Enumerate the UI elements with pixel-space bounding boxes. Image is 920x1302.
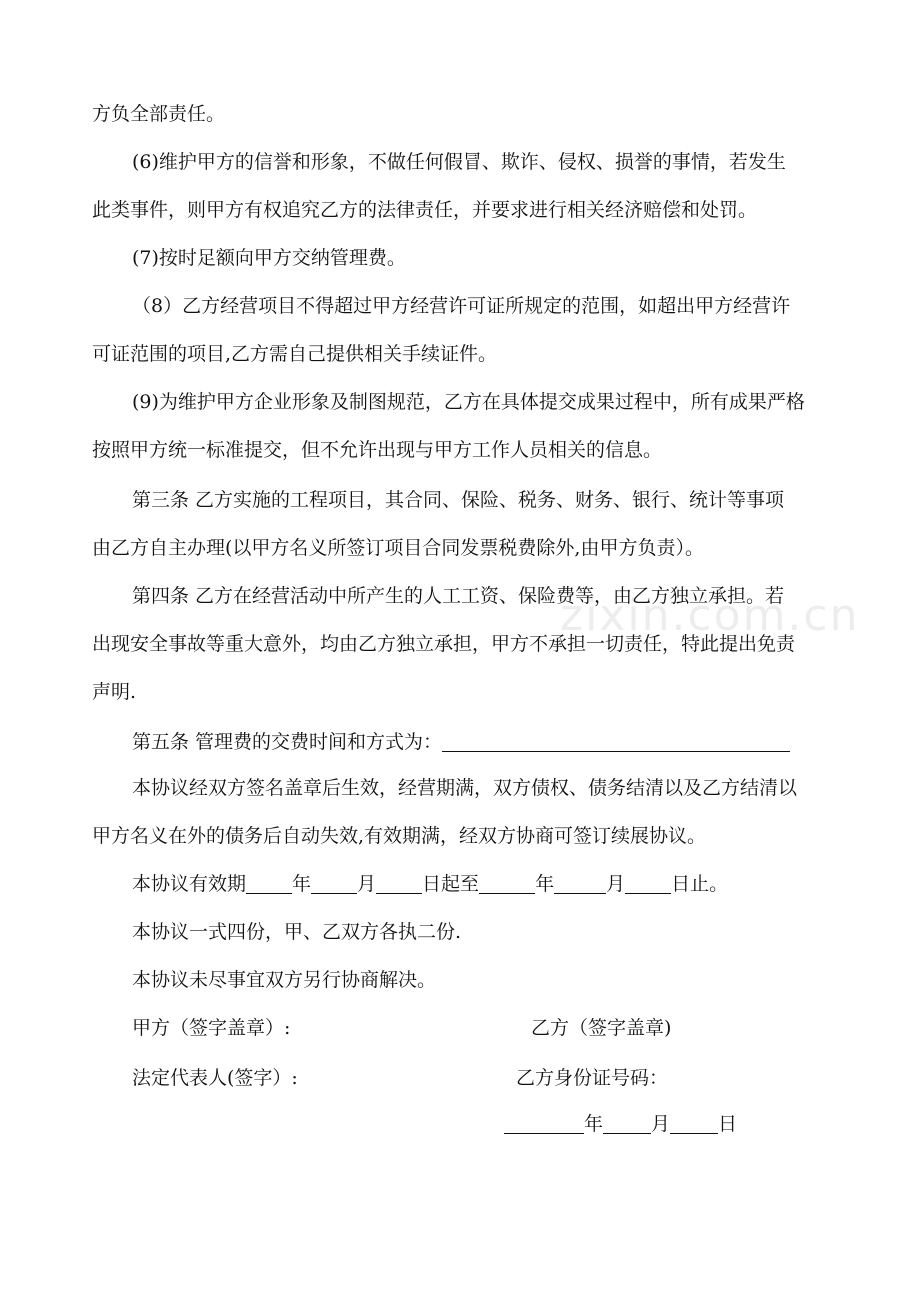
copies-clause: 本协议一式四份，甲、乙双方各执二份. <box>132 921 462 943</box>
sign-year-label: 年 <box>584 1113 604 1135</box>
start-year-blank[interactable] <box>246 873 292 894</box>
clause-7: (7)按时足额向甲方交纳管理费。 <box>132 247 406 269</box>
term-line <box>132 872 728 896</box>
sign-year-blank[interactable] <box>504 1113 584 1134</box>
party-b-id-label: 乙方身份证号码： <box>516 1067 669 1089</box>
start-day-label: 日起至 <box>422 873 480 895</box>
watermark: zixin.com.cn <box>560 590 860 641</box>
end-month-label: 月 <box>606 873 626 895</box>
clause-6-line-1: (6)维护甲方的信誉和形象，不做任何假冒、欺诈、侵权、损誉的事情，若发生 <box>132 151 786 173</box>
clause-8-line-2: 可证范围的项目,乙方需自己提供相关手续证件。 <box>92 343 498 365</box>
article-3-line-1: 第三条 乙方实施的工程项目，其合同、保险、税务、财务、银行、统计等事项 <box>132 489 785 511</box>
legal-rep-signature-label: 法定代表人(签字）: <box>132 1067 298 1089</box>
sign-month-blank[interactable] <box>603 1113 651 1134</box>
fee-method-blank[interactable] <box>442 731 790 752</box>
term-label: 本协议有效期 <box>132 873 247 895</box>
article-4-line-1: 第四条 乙方在经营活动中所产生的人工工资、保险费等，由乙方独立承担。若 <box>132 585 785 607</box>
clause-9-line-2: 按照甲方统一标准提交，但不允许出现与甲方工作人员相关的信息。 <box>92 439 663 461</box>
validity-line-1: 本协议经双方签名盖章后生效，经营期满，双方债权、债务结清以及乙方结清以 <box>132 777 798 799</box>
article-5-label: 第五条 管理费的交费时间和方式为： <box>132 731 443 753</box>
validity-line-2: 甲方名义在外的债务后自动失效,有效期满，经双方协商可签订续展协议。 <box>92 825 707 847</box>
paragraph-line: 方负全部责任。 <box>92 103 226 125</box>
end-month-blank[interactable] <box>554 873 606 894</box>
party-b-signature-label: 乙方（签字盖章) <box>531 1017 672 1039</box>
end-day-label: 日止。 <box>671 873 729 895</box>
end-year-blank[interactable] <box>479 873 535 894</box>
sign-month-label: 月 <box>651 1113 671 1135</box>
start-month-blank[interactable] <box>311 873 357 894</box>
clause-8-line-1: （8）乙方经营项目不得超过甲方经营许可证所规定的范围，如超出甲方经营许 <box>132 295 791 317</box>
party-a-signature-label: 甲方（签字盖章）: <box>132 1017 291 1039</box>
end-year-label: 年 <box>535 873 555 895</box>
start-year-label: 年 <box>292 873 312 895</box>
end-day-blank[interactable] <box>625 873 671 894</box>
article-3-line-2: 由乙方自主办理(以甲方名义所签订项目合同发票税费除外,由甲方负责）。 <box>92 537 704 559</box>
clause-9-line-1: (9)为维护甲方企业形象及制图规范，乙方在具体提交成果过程中，所有成果严格 <box>132 391 805 413</box>
start-day-blank[interactable] <box>376 873 422 894</box>
unresolved-clause: 本协议未尽事宜双方另行协商解决。 <box>132 969 437 991</box>
article-5 <box>132 730 790 754</box>
sign-date-line <box>504 1112 737 1136</box>
article-4-line-3: 声明. <box>92 681 137 703</box>
article-4-line-2: 出现安全事故等重大意外，均由乙方独立承担，甲方不承担一切责任，特此提出免责 <box>92 633 796 655</box>
clause-6-line-2: 此类事件，则甲方有权追究乙方的法律责任，并要求进行相关经济赔偿和处罚。 <box>92 199 758 221</box>
start-month-label: 月 <box>357 873 377 895</box>
sign-day-blank[interactable] <box>670 1113 718 1134</box>
sign-day-label: 日 <box>718 1113 738 1135</box>
